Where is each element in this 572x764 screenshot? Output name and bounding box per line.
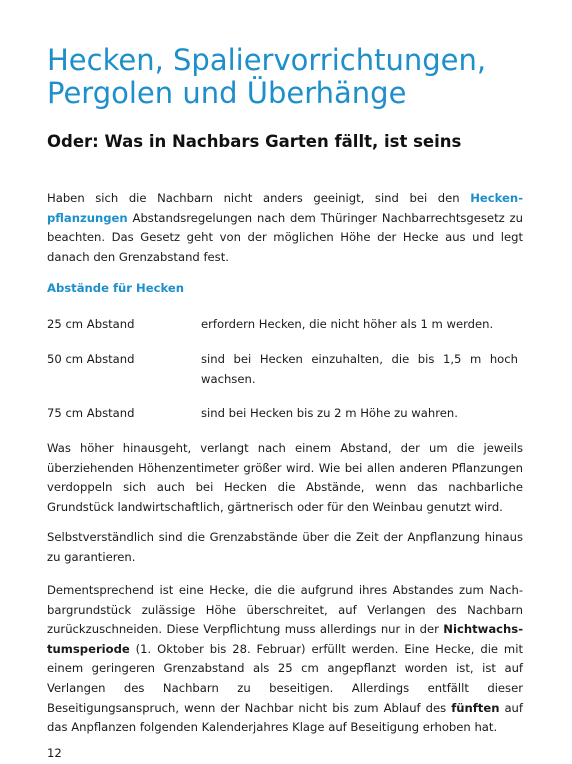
intro-paragraph: [47, 189, 523, 267]
section-heading: Abstände für Hecken: [47, 281, 184, 295]
distance-text: erfordern Hecken, die nicht höher als 1 m werden.: [201, 317, 494, 331]
subtitle: Oder: Was in Nachbars Garten fällt, ist seins: [47, 132, 462, 151]
distance-label: 25 cm Abstand: [47, 317, 135, 331]
para4-bold-2: fünften: [451, 700, 500, 715]
para4-bold-1: Nichtwachstumsperiode: [47, 622, 523, 656]
paragraph-3: Selbstverständlich sind die Grenzabstände über die Zeit der Anpflanzung hinaus zu garantieren.: [47, 530, 523, 564]
paragraph-4: [47, 581, 523, 738]
intro-text-1: Haben sich die Nachbarn nicht anders geeinigt, sind bei den: [47, 191, 471, 205]
title-line-1: Hecken, Spaliervorrichtungen,: [47, 43, 487, 77]
distance-label: 50 cm Abstand: [47, 352, 135, 366]
intro-highlight: Heckenpflanzungen: [47, 191, 523, 225]
page-number: 12: [47, 746, 62, 760]
distance-label: 75 cm Abstand: [47, 406, 135, 420]
para4-text-3: auf das Anpflanzen folgenden Kalenderjahres Klage auf Beseitigung erhoben hat.: [47, 700, 523, 735]
intro-text-2: Abstandsregelungen nach dem Thüringer Nachbarrechtsgesetz zu beachten. Das Gesetz geht von der möglichen Höhe der Hecke aus und legt danach den Grenzabstand fest.: [47, 210, 523, 264]
para4-text-2: (1. Oktober bis 28. Februar) erfüllt werden. Eine Hecke, die mit einem geringeren Grenzabstand als 25 cm angepflanzt worden ist, ist auf Verlangen des Nachbarn zu beseitigen. Allerdings entfällt dieser Beseitigungsanspruch, wenn der Nachbar nicht bis zum Ablauf des: [47, 641, 523, 715]
title-line-2: Pergolen und Überhänge: [47, 76, 407, 110]
page-title: [47, 44, 525, 110]
para4-text-1: Dementsprechend ist eine Hecke, die die aufgrund ihres Abstandes zum Nachbargrundstück zulässige Höhe überschreitet, auf Verlangen des Nachbarn zurückzuschneiden. Diese Verpflichtung muss allerdings nur in der: [47, 583, 523, 637]
distance-text: sind bei Hecken bis zu 2 m Höhe zu wahren.: [201, 406, 458, 420]
distance-text: sind bei Hecken einzuhalten, die bis 1,5 m hoch wachsen.: [201, 352, 518, 386]
paragraph-2: Was höher hinausgeht, verlangt nach einem Abstand, der um die jeweils überziehenden Höhenzentimeter größer wird. Wie bei allen anderen Pflanzungen verdoppeln sich auch bei Hecken die Abstände, wenn das nachbarliche Grundstück landwirtschaftlich, gärtnerisch oder für den Weinbau genutzt wird.: [47, 441, 523, 514]
